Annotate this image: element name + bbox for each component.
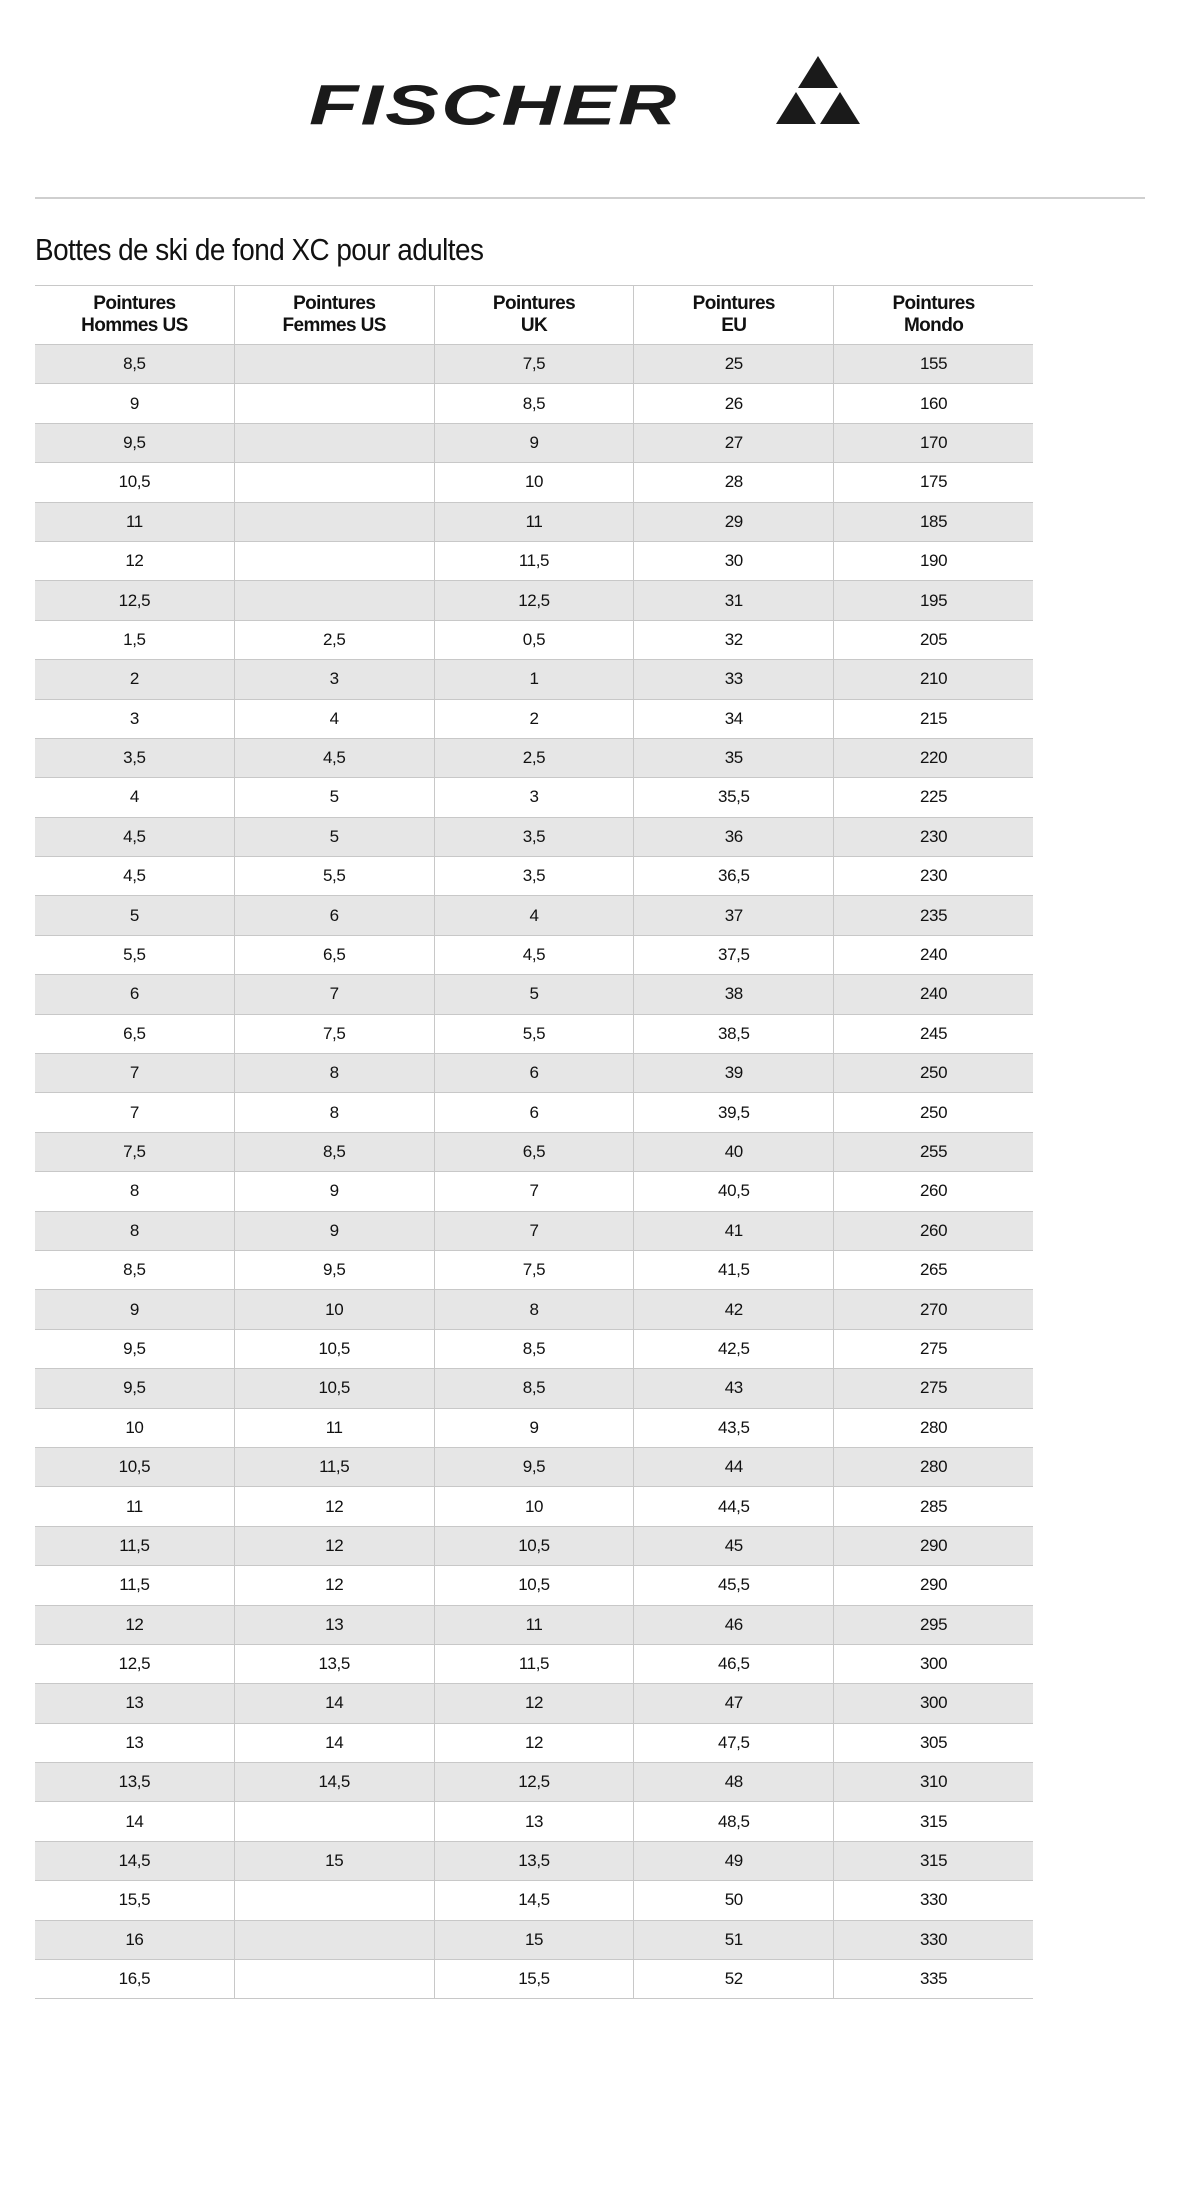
- cell-men-us: 16: [35, 1920, 234, 1959]
- cell-uk: 6,5: [434, 1132, 634, 1171]
- cell-men-us: 9,5: [35, 1369, 234, 1408]
- table-row: [35, 1290, 1033, 1329]
- table-row: [35, 1211, 1033, 1250]
- table-row: [35, 1329, 1033, 1368]
- table-row: [35, 1723, 1033, 1762]
- cell-uk: 3,5: [434, 817, 634, 856]
- cell-women-us: [234, 1881, 434, 1920]
- table-row: [35, 1763, 1033, 1802]
- table-row: [35, 1644, 1033, 1683]
- cell-eu: 25: [634, 345, 834, 384]
- table-row: [35, 1487, 1033, 1526]
- cell-men-us: 4: [35, 778, 234, 817]
- cell-men-us: 4,5: [35, 817, 234, 856]
- cell-men-us: 12: [35, 541, 234, 580]
- cell-mondo: 295: [834, 1605, 1033, 1644]
- table-row: [35, 620, 1033, 659]
- table-row: [35, 502, 1033, 541]
- cell-uk: 7: [434, 1172, 634, 1211]
- cell-mondo: 195: [834, 581, 1033, 620]
- cell-uk: 14,5: [434, 1881, 634, 1920]
- table-row: [35, 1054, 1033, 1093]
- cell-women-us: [234, 384, 434, 423]
- cell-eu: 45: [634, 1526, 834, 1565]
- cell-mondo: 275: [834, 1369, 1033, 1408]
- cell-uk: 13,5: [434, 1841, 634, 1880]
- table-row: [35, 1566, 1033, 1605]
- cell-eu: 47,5: [634, 1723, 834, 1762]
- header-uk: Pointures UK: [434, 286, 634, 345]
- cell-men-us: 12,5: [35, 1644, 234, 1683]
- cell-women-us: 7: [234, 975, 434, 1014]
- cell-women-us: 5: [234, 778, 434, 817]
- cell-mondo: 260: [834, 1172, 1033, 1211]
- table-row: [35, 1447, 1033, 1486]
- cell-uk: 2: [434, 699, 634, 738]
- cell-women-us: [234, 345, 434, 384]
- cell-men-us: 6: [35, 975, 234, 1014]
- cell-eu: 44,5: [634, 1487, 834, 1526]
- table-row: [35, 1408, 1033, 1447]
- cell-women-us: 12: [234, 1487, 434, 1526]
- header-eu: Pointures EU: [634, 286, 834, 345]
- cell-uk: 5,5: [434, 1014, 634, 1053]
- cell-eu: 46: [634, 1605, 834, 1644]
- cell-mondo: 330: [834, 1920, 1033, 1959]
- cell-women-us: 10,5: [234, 1369, 434, 1408]
- cell-men-us: 9,5: [35, 1329, 234, 1368]
- cell-eu: 28: [634, 463, 834, 502]
- cell-eu: 48,5: [634, 1802, 834, 1841]
- cell-uk: 11,5: [434, 1644, 634, 1683]
- cell-men-us: 9: [35, 384, 234, 423]
- cell-mondo: 190: [834, 541, 1033, 580]
- table-row: [35, 1172, 1033, 1211]
- cell-women-us: [234, 1960, 434, 1999]
- cell-women-us: 14: [234, 1723, 434, 1762]
- cell-eu: 41,5: [634, 1250, 834, 1289]
- table-row: [35, 1960, 1033, 1999]
- cell-women-us: 9,5: [234, 1250, 434, 1289]
- cell-uk: 11: [434, 502, 634, 541]
- cell-uk: 5: [434, 975, 634, 1014]
- cell-women-us: [234, 541, 434, 580]
- cell-men-us: 6,5: [35, 1014, 234, 1053]
- cell-eu: 51: [634, 1920, 834, 1959]
- cell-eu: 31: [634, 581, 834, 620]
- cell-men-us: 7: [35, 1093, 234, 1132]
- cell-eu: 40,5: [634, 1172, 834, 1211]
- cell-mondo: 240: [834, 935, 1033, 974]
- cell-men-us: 9,5: [35, 423, 234, 462]
- cell-mondo: 280: [834, 1408, 1033, 1447]
- cell-men-us: 3,5: [35, 738, 234, 777]
- header-women-us: Pointures Femmes US: [234, 286, 434, 345]
- cell-women-us: [234, 423, 434, 462]
- cell-men-us: 11: [35, 1487, 234, 1526]
- cell-women-us: 4: [234, 699, 434, 738]
- cell-women-us: 8: [234, 1054, 434, 1093]
- cell-uk: 10,5: [434, 1566, 634, 1605]
- cell-eu: 49: [634, 1841, 834, 1880]
- cell-women-us: 14,5: [234, 1763, 434, 1802]
- cell-women-us: 5: [234, 817, 434, 856]
- cell-eu: 42,5: [634, 1329, 834, 1368]
- cell-women-us: 11: [234, 1408, 434, 1447]
- cell-mondo: 170: [834, 423, 1033, 462]
- cell-women-us: 7,5: [234, 1014, 434, 1053]
- cell-eu: 46,5: [634, 1644, 834, 1683]
- cell-eu: 44: [634, 1447, 834, 1486]
- cell-eu: 36,5: [634, 857, 834, 896]
- cell-men-us: 10,5: [35, 463, 234, 502]
- cell-men-us: 9: [35, 1290, 234, 1329]
- cell-mondo: 250: [834, 1054, 1033, 1093]
- cell-uk: 10: [434, 463, 634, 502]
- cell-mondo: 310: [834, 1763, 1033, 1802]
- cell-men-us: 13: [35, 1684, 234, 1723]
- cell-eu: 29: [634, 502, 834, 541]
- table-row: [35, 857, 1033, 896]
- cell-uk: 13: [434, 1802, 634, 1841]
- cell-men-us: 5: [35, 896, 234, 935]
- cell-mondo: 220: [834, 738, 1033, 777]
- cell-uk: 6: [434, 1093, 634, 1132]
- table-row: [35, 1881, 1033, 1920]
- cell-men-us: 8,5: [35, 1250, 234, 1289]
- header-mondo: Pointures Mondo: [834, 286, 1033, 345]
- cell-eu: 38: [634, 975, 834, 1014]
- cell-uk: 8,5: [434, 384, 634, 423]
- cell-eu: 37,5: [634, 935, 834, 974]
- cell-mondo: 230: [834, 857, 1033, 896]
- cell-mondo: 300: [834, 1644, 1033, 1683]
- logo-triangle-top-icon: [798, 56, 838, 88]
- cell-mondo: 330: [834, 1881, 1033, 1920]
- cell-mondo: 300: [834, 1684, 1033, 1723]
- cell-mondo: 260: [834, 1211, 1033, 1250]
- cell-mondo: 290: [834, 1566, 1033, 1605]
- cell-uk: 12: [434, 1723, 634, 1762]
- table-row: [35, 738, 1033, 777]
- cell-mondo: 175: [834, 463, 1033, 502]
- cell-uk: 1: [434, 660, 634, 699]
- cell-women-us: 11,5: [234, 1447, 434, 1486]
- table-row: [35, 423, 1033, 462]
- cell-uk: 2,5: [434, 738, 634, 777]
- cell-women-us: 10: [234, 1290, 434, 1329]
- cell-uk: 6: [434, 1054, 634, 1093]
- cell-mondo: 235: [834, 896, 1033, 935]
- table-row: [35, 581, 1033, 620]
- cell-men-us: 8: [35, 1172, 234, 1211]
- cell-mondo: 225: [834, 778, 1033, 817]
- cell-uk: 3: [434, 778, 634, 817]
- table-body: [35, 345, 1033, 1999]
- cell-men-us: 5,5: [35, 935, 234, 974]
- cell-mondo: 160: [834, 384, 1033, 423]
- logo-wordmark: FISCHER: [308, 73, 679, 132]
- cell-men-us: 14,5: [35, 1841, 234, 1880]
- logo-triangle-left-icon: [776, 92, 816, 124]
- cell-women-us: 12: [234, 1566, 434, 1605]
- cell-eu: 43,5: [634, 1408, 834, 1447]
- cell-women-us: 3: [234, 660, 434, 699]
- cell-eu: 34: [634, 699, 834, 738]
- cell-women-us: [234, 502, 434, 541]
- cell-uk: 7: [434, 1211, 634, 1250]
- cell-men-us: 12: [35, 1605, 234, 1644]
- cell-uk: 15: [434, 1920, 634, 1959]
- cell-uk: 9,5: [434, 1447, 634, 1486]
- table-row: [35, 1526, 1033, 1565]
- cell-uk: 10: [434, 1487, 634, 1526]
- table-row: [35, 1250, 1033, 1289]
- cell-mondo: 210: [834, 660, 1033, 699]
- cell-women-us: 5,5: [234, 857, 434, 896]
- cell-eu: 30: [634, 541, 834, 580]
- cell-mondo: 255: [834, 1132, 1033, 1171]
- cell-women-us: 15: [234, 1841, 434, 1880]
- cell-eu: 42: [634, 1290, 834, 1329]
- cell-men-us: 7,5: [35, 1132, 234, 1171]
- header-men-us: Pointures Hommes US: [81, 293, 188, 336]
- cell-mondo: 205: [834, 620, 1033, 659]
- cell-women-us: 2,5: [234, 620, 434, 659]
- cell-eu: 32: [634, 620, 834, 659]
- header-divider: [35, 197, 1145, 199]
- cell-eu: 26: [634, 384, 834, 423]
- cell-women-us: [234, 1802, 434, 1841]
- cell-eu: 47: [634, 1684, 834, 1723]
- cell-women-us: 4,5: [234, 738, 434, 777]
- cell-women-us: 13,5: [234, 1644, 434, 1683]
- cell-men-us: 7: [35, 1054, 234, 1093]
- cell-eu: 36: [634, 817, 834, 856]
- cell-eu: 38,5: [634, 1014, 834, 1053]
- cell-uk: 10,5: [434, 1526, 634, 1565]
- cell-uk: 11: [434, 1605, 634, 1644]
- cell-men-us: 14: [35, 1802, 234, 1841]
- cell-women-us: [234, 581, 434, 620]
- table-row: [35, 1920, 1033, 1959]
- cell-eu: 48: [634, 1763, 834, 1802]
- cell-uk: 11,5: [434, 541, 634, 580]
- cell-mondo: 240: [834, 975, 1033, 1014]
- table-row: [35, 896, 1033, 935]
- cell-mondo: 315: [834, 1841, 1033, 1880]
- cell-eu: 27: [634, 423, 834, 462]
- cell-women-us: 6: [234, 896, 434, 935]
- table-row: [35, 384, 1033, 423]
- table-header-row: [35, 286, 1033, 345]
- cell-uk: 0,5: [434, 620, 634, 659]
- table-row: [35, 1093, 1033, 1132]
- cell-men-us: 2: [35, 660, 234, 699]
- cell-eu: 39: [634, 1054, 834, 1093]
- cell-uk: 7,5: [434, 1250, 634, 1289]
- cell-men-us: 11,5: [35, 1526, 234, 1565]
- cell-uk: 4: [434, 896, 634, 935]
- cell-uk: 12: [434, 1684, 634, 1723]
- cell-eu: 39,5: [634, 1093, 834, 1132]
- logo-triangle-right-icon: [820, 92, 860, 124]
- cell-uk: 12,5: [434, 581, 634, 620]
- cell-eu: 33: [634, 660, 834, 699]
- cell-mondo: 275: [834, 1329, 1033, 1368]
- cell-uk: 9: [434, 1408, 634, 1447]
- cell-men-us: 3: [35, 699, 234, 738]
- table-row: [35, 660, 1033, 699]
- cell-women-us: 6,5: [234, 935, 434, 974]
- cell-uk: 8: [434, 1290, 634, 1329]
- cell-men-us: 8,5: [35, 345, 234, 384]
- cell-men-us: 11,5: [35, 1566, 234, 1605]
- cell-mondo: 265: [834, 1250, 1033, 1289]
- table-row: [35, 817, 1033, 856]
- cell-men-us: 1,5: [35, 620, 234, 659]
- cell-uk: 12,5: [434, 1763, 634, 1802]
- cell-women-us: 9: [234, 1172, 434, 1211]
- cell-uk: 8,5: [434, 1369, 634, 1408]
- cell-women-us: 13: [234, 1605, 434, 1644]
- cell-women-us: 12: [234, 1526, 434, 1565]
- cell-women-us: [234, 463, 434, 502]
- cell-women-us: 9: [234, 1211, 434, 1250]
- cell-men-us: 15,5: [35, 1881, 234, 1920]
- cell-women-us: 8,5: [234, 1132, 434, 1171]
- cell-eu: 50: [634, 1881, 834, 1920]
- cell-women-us: [234, 1920, 434, 1959]
- table-row: [35, 1132, 1033, 1171]
- fischer-logo: [300, 52, 880, 132]
- cell-uk: 3,5: [434, 857, 634, 896]
- cell-uk: 7,5: [434, 345, 634, 384]
- cell-uk: 9: [434, 423, 634, 462]
- cell-men-us: 13: [35, 1723, 234, 1762]
- table-row: [35, 1014, 1033, 1053]
- cell-men-us: 13,5: [35, 1763, 234, 1802]
- cell-mondo: 285: [834, 1487, 1033, 1526]
- table-row: [35, 1802, 1033, 1841]
- cell-eu: 45,5: [634, 1566, 834, 1605]
- cell-men-us: 10: [35, 1408, 234, 1447]
- cell-uk: 15,5: [434, 1960, 634, 1999]
- table-row: [35, 699, 1033, 738]
- cell-uk: 4,5: [434, 935, 634, 974]
- table-row: [35, 778, 1033, 817]
- cell-mondo: 335: [834, 1960, 1033, 1999]
- cell-mondo: 185: [834, 502, 1033, 541]
- cell-men-us: 10,5: [35, 1447, 234, 1486]
- table-row: [35, 1684, 1033, 1723]
- size-chart-table: [35, 285, 1033, 1999]
- cell-mondo: 315: [834, 1802, 1033, 1841]
- cell-women-us: 8: [234, 1093, 434, 1132]
- cell-mondo: 245: [834, 1014, 1033, 1053]
- cell-eu: 35,5: [634, 778, 834, 817]
- cell-eu: 35: [634, 738, 834, 777]
- table-row: [35, 541, 1033, 580]
- cell-men-us: 8: [35, 1211, 234, 1250]
- table-row: [35, 935, 1033, 974]
- cell-eu: 37: [634, 896, 834, 935]
- cell-mondo: 230: [834, 817, 1033, 856]
- cell-eu: 43: [634, 1369, 834, 1408]
- cell-mondo: 270: [834, 1290, 1033, 1329]
- table-row: [35, 463, 1033, 502]
- table-row: [35, 1605, 1033, 1644]
- cell-eu: 52: [634, 1960, 834, 1999]
- cell-mondo: 290: [834, 1526, 1033, 1565]
- table-row: [35, 1841, 1033, 1880]
- table-row: [35, 1369, 1033, 1408]
- cell-mondo: 155: [834, 345, 1033, 384]
- cell-men-us: 4,5: [35, 857, 234, 896]
- cell-eu: 41: [634, 1211, 834, 1250]
- cell-mondo: 305: [834, 1723, 1033, 1762]
- cell-uk: 8,5: [434, 1329, 634, 1368]
- table-row: [35, 975, 1033, 1014]
- cell-women-us: 14: [234, 1684, 434, 1723]
- cell-mondo: 250: [834, 1093, 1033, 1132]
- cell-mondo: 280: [834, 1447, 1033, 1486]
- cell-men-us: 12,5: [35, 581, 234, 620]
- table-row: [35, 345, 1033, 384]
- cell-men-us: 11: [35, 502, 234, 541]
- cell-men-us: 16,5: [35, 1960, 234, 1999]
- page-title: Bottes de ski de fond XC pour adultes: [35, 232, 484, 267]
- cell-women-us: 10,5: [234, 1329, 434, 1368]
- cell-eu: 40: [634, 1132, 834, 1171]
- cell-mondo: 215: [834, 699, 1033, 738]
